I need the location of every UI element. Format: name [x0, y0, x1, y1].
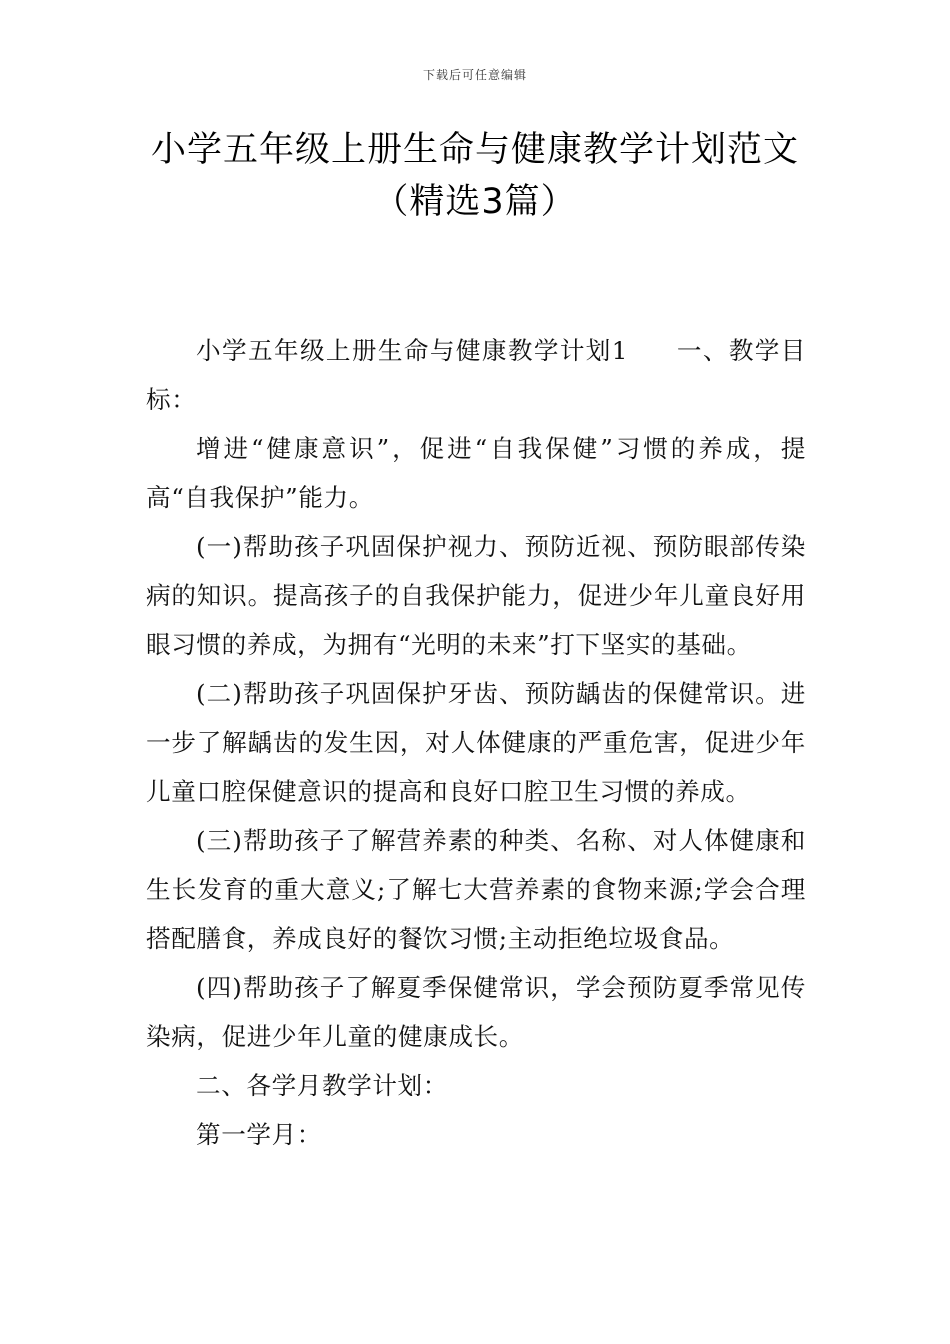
paragraph-2: 增进“健康意识”，促进“自我保健”习惯的养成，提高“自我保护”能力。 [146, 434, 806, 512]
paragraph-6: (四)帮助孩子了解夏季保健常识，学会预防夏季常见传染病，促进少年儿童的健康成长。 [146, 973, 806, 1051]
paragraph-5: (三)帮助孩子了解营养素的种类、名称、对人体健康和生长发育的重大意义;了解七大营养素的食物来源;学会合理搭配膳食，养成良好的餐饮习惯;主动拒绝垃圾食品。 [146, 826, 806, 953]
paragraph-3: (一)帮助孩子巩固保护视力、预防近视、预防眼部传染病的知识。提高孩子的自我保护能力，促进少年儿童良好用眼习惯的养成，为拥有“光明的未来”打下坚实的基础。 [146, 532, 806, 659]
section-heading: 小学五年级上册生命与健康教学计划1 [196, 336, 629, 365]
paragraph-8: 第一学月： [196, 1120, 322, 1149]
document-body [146, 326, 806, 1159]
document-subtitle: （精选3篇） [373, 182, 577, 222]
paragraph-7: 二、各学月教学计划： [196, 1071, 448, 1100]
document-title: 小学五年级上册生命与健康教学计划范文 [150, 130, 799, 170]
objective-heading: 一、教学目标： [146, 336, 806, 414]
paragraph-4: (二)帮助孩子巩固保护牙齿、预防龋齿的保健常识。进一步了解龋齿的发生因，对人体健康的严重危害，促进少年儿童口腔保健意识的提高和良好口腔卫生习惯的养成。 [146, 679, 806, 806]
paragraph-1 [146, 326, 806, 424]
header-note: 下载后可任意编辑 [422, 68, 527, 82]
